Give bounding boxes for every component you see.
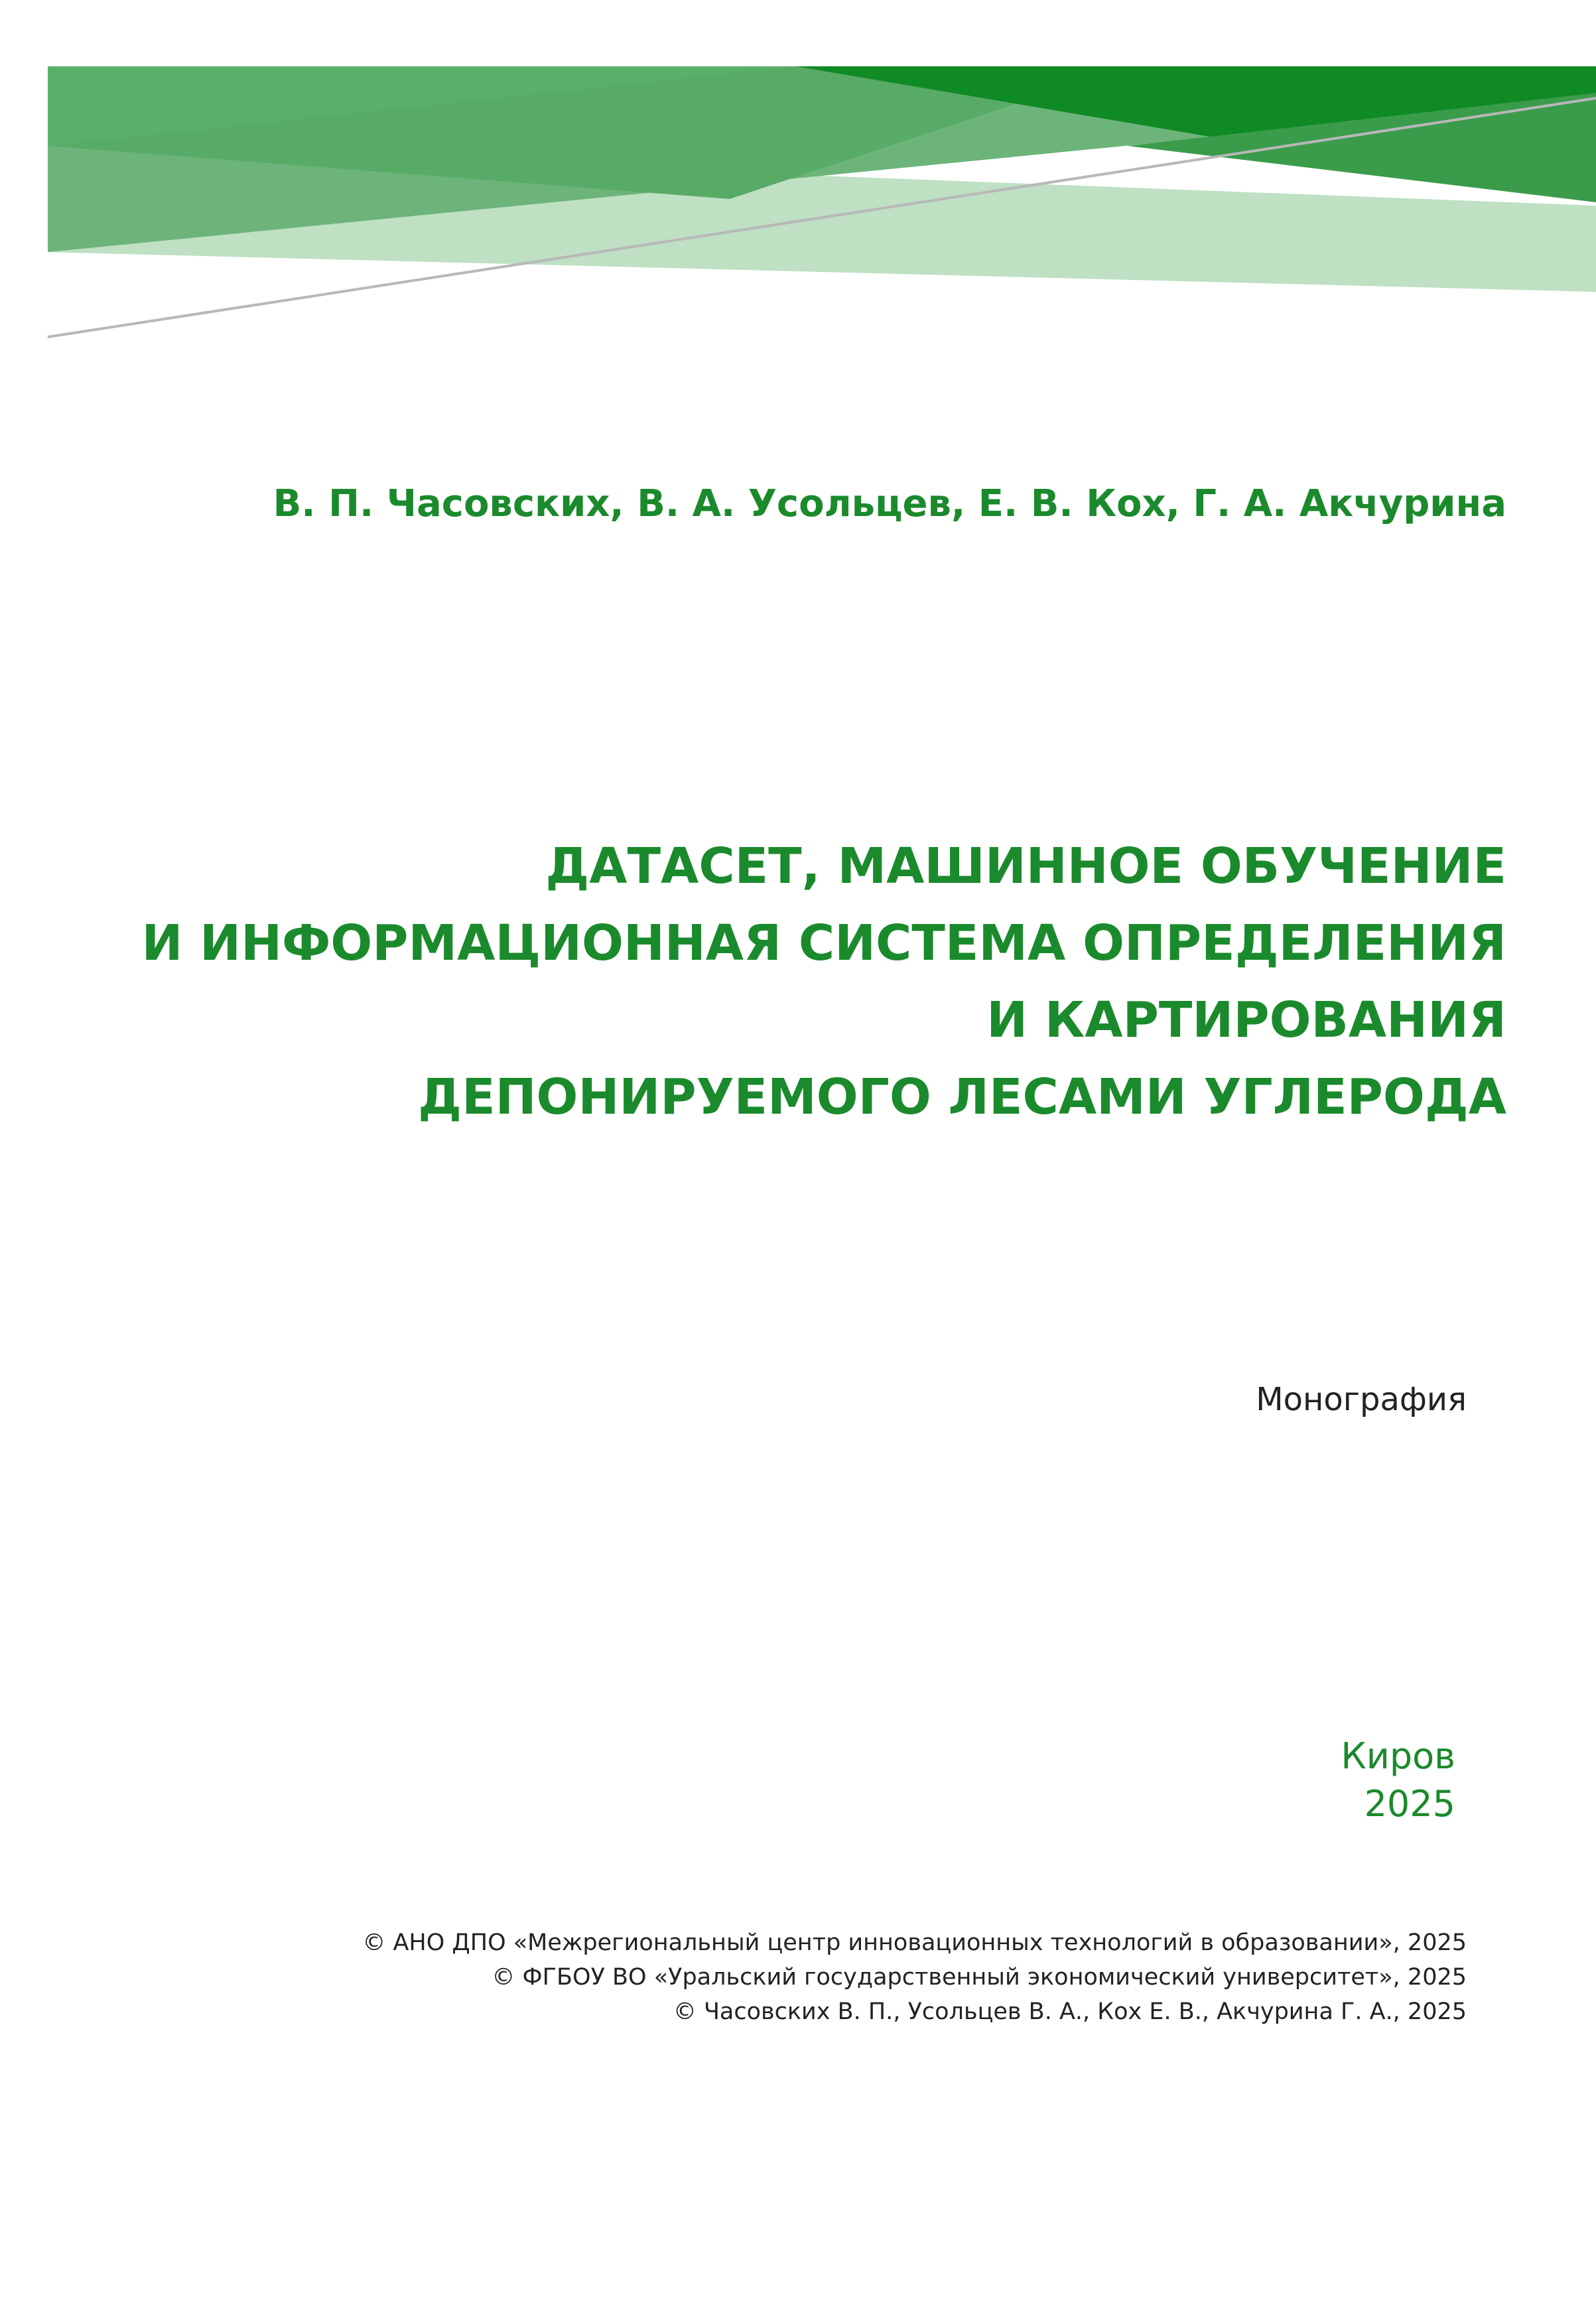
title-line: И КАРТИРОВАНИЯ [986, 992, 1506, 1049]
book-title [141, 828, 1506, 1136]
copyright-line: © Часовских В. П., Усольцев В. А., Кох Е. В., Акчурина Г. А., 2025 [673, 1999, 1467, 2025]
title-line: ДАТАСЕТ, МАШИННОЕ ОБУЧЕНИЕ [545, 838, 1506, 895]
copyright-line: © АНО ДПО «Межрегиональный центр инновационных технологий в образовании», 2025 [362, 1930, 1467, 1956]
title-line: ДЕПОНИРУЕМОГО ЛЕСАМИ УГЛЕРОДА [418, 1069, 1506, 1126]
publication-place-year [1341, 1733, 1455, 1828]
title-line: И ИНФОРМАЦИОННАЯ СИСТЕМА ОПРЕДЕЛЕНИЯ [141, 915, 1506, 972]
authors: В. П. Часовских, В. А. Усольцев, Е. В. Кох, Г. А. Акчурина [273, 482, 1506, 525]
cover-banner [0, 0, 1596, 371]
publication-city: Киров [1341, 1735, 1455, 1777]
copyright-block [362, 1926, 1467, 2029]
document-type: Монография [1256, 1381, 1467, 1418]
publication-year: 2025 [1364, 1783, 1455, 1825]
copyright-line: © ФГБОУ ВО «Уральский государственный экономический университет», 2025 [492, 1964, 1467, 1991]
